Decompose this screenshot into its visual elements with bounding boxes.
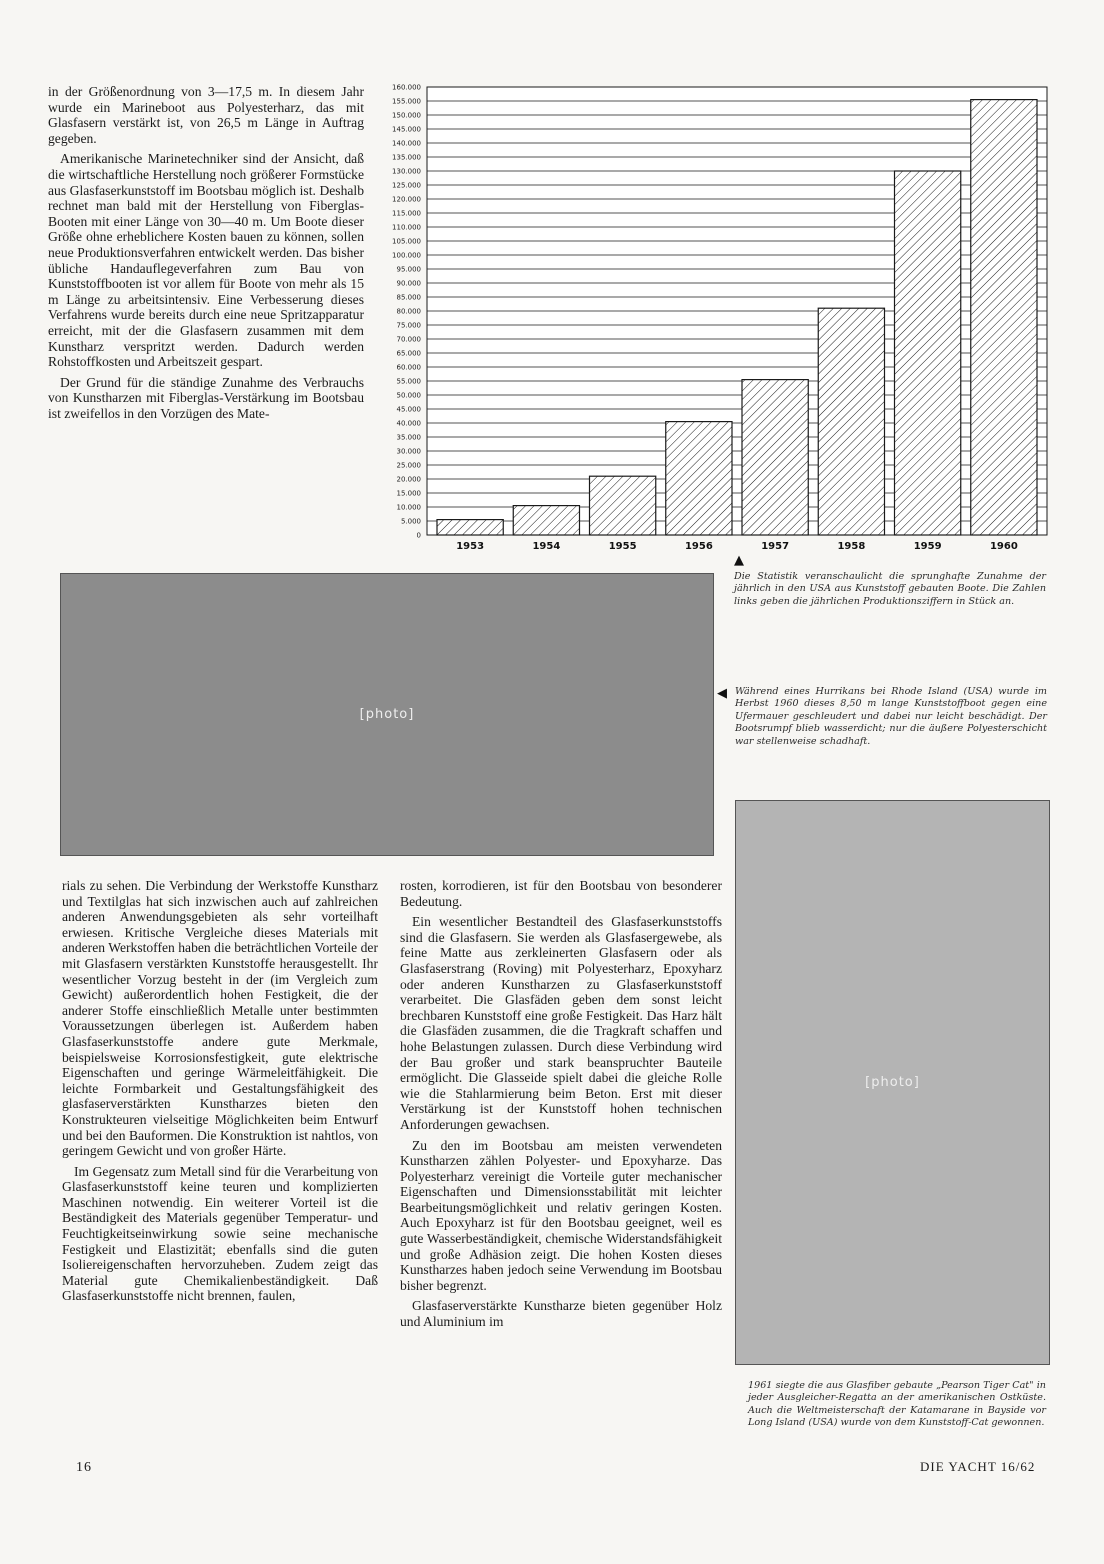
- bar-1956: [666, 422, 732, 535]
- paragraph: Ein wesentlicher Bestandteil des Glasfaserkunststoffs sind die Glasfasern. Sie werden als Glasfasergewebe, als feine Matte aus zerkleinerten Glasfasern oder als Glasfaserstrang (Roving) mit Polyesterharz, Epoxyharz oder anderen Kunstharzen zu Glasfaserkunststoff verarbeitet. Die Glasfäden geben dem sonst leicht brechbaren Kunststoff eine große Festigkeit. Das Harz hält die Glasfäden zusammen, die die Tragkraft schaffen und hohe Belastungen zulassen. Durch diese Verbindung wird der Bau großer und stark beanspruchter Bauteile ermöglicht. Die Glasseide spielt dabei die gleiche Rolle wie die Stahlarmierung beim Beton. Erst mit dieser Verstärkung ist der Kunststoff hohen technischen Anforderungen gewachsen.: [400, 914, 722, 1132]
- y-tick-label: 90.000: [396, 279, 421, 288]
- y-tick-label: 155.000: [392, 97, 421, 106]
- paragraph: Glasfaserverstärkte Kunstharze bieten gegenüber Holz und Aluminium im: [400, 1298, 722, 1330]
- y-tick-label: 0: [416, 531, 421, 540]
- y-tick-label: 100.000: [392, 251, 421, 260]
- y-tick-label: 65.000: [396, 349, 421, 358]
- y-tick-label: 70.000: [396, 335, 421, 344]
- photo-catamaran: [735, 800, 1050, 1365]
- y-tick-label: 160.000: [392, 83, 421, 92]
- y-tick-label: 5.000: [400, 517, 421, 526]
- y-tick-label: 120.000: [392, 195, 421, 204]
- photo-placeholder-label: [photo]: [865, 1075, 920, 1090]
- text-column-left: [62, 878, 378, 1309]
- y-tick-label: 15.000: [396, 489, 421, 498]
- y-tick-label: 130.000: [392, 167, 421, 176]
- y-tick-label: 60.000: [396, 363, 421, 372]
- y-tick-label: 75.000: [396, 321, 421, 330]
- chart-y-axis-ticks: [392, 84, 421, 540]
- x-tick-label: 1955: [608, 541, 637, 552]
- paragraph: rosten, korrodieren, ist für den Bootsbau von besonderer Bedeutung.: [400, 878, 722, 909]
- bar-1954: [513, 506, 579, 535]
- catamaran-caption: 1961 siegte die aus Glasfiber gebaute „Pearson Tiger Cat" in jeder Ausgleicher-Regatta an der amerikanischen Ostküste. Auch die Weltmeisterschaft der Katamarane in Bayside vor Long Island (USA) wurde von dem Kunststoff-Cat gewonnen.: [748, 1380, 1046, 1429]
- y-tick-label: 40.000: [396, 419, 421, 428]
- y-tick-label: 135.000: [392, 153, 421, 162]
- paragraph: rials zu sehen. Die Verbindung der Werkstoffe Kunstharz und Textilglas hat sich inzwischen auch auf zahlreichen anderen Anwendungsgebieten als sehr vorteilhaft erwiesen. Kritische Vergleiche dieses Materials mit anderen Werkstoffen haben die beträchtlichen Vorteile der mit Glasfasern verstärkten Kunststoffe herausgestellt. Ihr wesentlicher Vorzug besteht in der (im Vergleich zum Gewicht) außerordentlich hohen Festigkeit, die der anderer Stoffe einschließlich Metalle unter bestimmten Voraussetzungen überlegen ist. Außerdem haben Glasfaserkunststoffe andere gute Merkmale, beispielsweise Korrosionsfestigkeit, gute elektrische Eigenschaften und geringe Wärmeleitfähigkeit. Die leichte Formbarkeit und Gestaltungsfähigkeit des glasfaserverstärkten Kunstharzes bieten den Konstrukteuren vielseitige Möglichkeiten beim Entwurf und bei den Bauformen. Die Konstruktion ist nahtlos, von geringem Gewicht und von großer Härte.: [62, 878, 378, 1159]
- y-tick-label: 145.000: [392, 125, 421, 134]
- y-tick-label: 10.000: [396, 503, 421, 512]
- page-number: 16: [76, 1460, 92, 1475]
- chart-caption-marker: ▲: [734, 553, 744, 568]
- x-tick-label: 1958: [837, 541, 866, 552]
- paragraph: Amerikanische Marinetechniker sind der Ansicht, daß die wirtschaftliche Herstellung noch größerer Formstücke aus Glasfaserkunststoff im Bootsbau möglich ist. Deshalb rechnet man bald mit der Herstellung von Fiberglas-Booten mit einer Länge von 30—40 m. Um Boote dieser Größe ohne erheblichere Kosten bauen zu können, sollen neue Produktionsverfahren entwickelt werden. Das bisher übliche Handauflegeverfahren zum Bau von Kunststoffbooten ist vor allem für Boote von mehr als 15 m Länge zu arbeitsintensiv. Eine Verbesserung dieses Verfahrens wurde bereits durch eine neue Spritzapparatur erreicht, mit der die Glasfasern zusammen mit dem Kunstharz verspritzt werden. Dadurch werden Rohstoffkosten und Arbeitszeit gespart.: [48, 151, 364, 370]
- x-tick-label: 1956: [684, 541, 713, 552]
- y-tick-label: 110.000: [392, 223, 421, 232]
- x-tick-label: 1953: [456, 541, 485, 552]
- x-tick-label: 1957: [761, 541, 790, 552]
- y-tick-label: 80.000: [396, 307, 421, 316]
- bar-1958: [818, 308, 884, 535]
- bar-1957: [742, 380, 808, 535]
- y-tick-label: 105.000: [392, 237, 421, 246]
- text-column-middle: [400, 878, 722, 1335]
- bar-1960: [971, 100, 1037, 535]
- magazine-issue: DIE YACHT 16/62: [920, 1459, 1036, 1474]
- y-tick-label: 35.000: [396, 433, 421, 442]
- paragraph: Im Gegensatz zum Metall sind für die Verarbeitung von Glasfaserkunststoff keine teuren und komplizierten Maschinen notwendig. Ein weiterer Vorteil ist die Beständigkeit des Materials gegenüber Temperatur- und Feuchtigkeitseinwirkung sowie seine mechanische Festigkeit und Elastizität; ebenfalls sind die guten Isoliereigenschaften hervorzuheben. Zudem zeigt das Material gute Chemikalienbeständigkeit. Daß Glasfaserkunststoffe nicht brennen, faulen,: [62, 1163, 378, 1304]
- boat-caption: Während eines Hurrikans bei Rhode Island (USA) wurde im Herbst 1960 dieses 8,50 m lange Kunststoffboot gegen eine Ufermauer geschleudert und dabei nur leicht beschädigt. Der Bootsrumpf blieb wasserdicht; nur die äußere Polyesterschicht war stellenweise schadhaft.: [735, 686, 1047, 747]
- chart-caption: Die Statistik veranschaulicht die sprunghafte Zunahme der jährlich in den USA aus Kunststoff gebauten Boote. Die Zahlen links geben die jährlichen Produktionsziffern in Stück an.: [734, 571, 1046, 607]
- bar-1959: [895, 171, 961, 535]
- y-tick-label: 95.000: [396, 265, 421, 274]
- paragraph: Zu den im Bootsbau am meisten verwendeten Kunstharzen zählen Polyester- und Epoxyharze. Das Polyesterharz vereinigt die Vorteile guter mechanischer Eigenschaften und Dimensionsstabilität mit leichter Bearbeitungsmöglichkeit und relativ geringen Kosten. Auch Epoxyharz ist für den Bootsbau geeignet, weil es gute Wasserbeständigkeit, chemische Widerstandsfähigkeit und große Adhäsion zeigt. Die hohen Kosten dieses Kunstharzes haben jedoch seine Verwendung im Bootsbau bisher begrenzt.: [400, 1137, 722, 1293]
- y-tick-label: 150.000: [392, 111, 421, 120]
- y-tick-label: 25.000: [396, 461, 421, 470]
- photo-placeholder-label: [photo]: [359, 707, 415, 722]
- y-tick-label: 125.000: [392, 181, 421, 190]
- x-tick-label: 1960: [989, 541, 1018, 552]
- paragraph: Der Grund für die ständige Zunahme des Verbrauchs von Kunstharzen mit Fiberglas-Verstärkung im Bootsbau ist zweifellos in den Vorzügen des Mate-: [48, 374, 364, 421]
- x-tick-label: 1954: [532, 541, 561, 552]
- production-bar-chart: [372, 82, 1062, 562]
- chart-x-axis-ticks: [456, 541, 1018, 552]
- y-tick-label: 115.000: [392, 209, 421, 218]
- y-tick-label: 45.000: [396, 405, 421, 414]
- paragraph: in der Größenordnung von 3—17,5 m. In diesem Jahr wurde ein Marineboot aus Polyesterharz, das mit Glasfasern verstärkt ist, von 26,5 m Länge in Auftrag gegeben.: [48, 84, 364, 146]
- bar-1955: [590, 476, 656, 535]
- photo-damaged-boat: [60, 573, 714, 856]
- bar-1953: [437, 520, 503, 535]
- x-tick-label: 1959: [913, 541, 942, 552]
- y-tick-label: 85.000: [396, 293, 421, 302]
- y-tick-label: 50.000: [396, 391, 421, 400]
- boat-caption-marker: ◀: [717, 686, 727, 701]
- y-tick-label: 140.000: [392, 139, 421, 148]
- y-tick-label: 20.000: [396, 475, 421, 484]
- y-tick-label: 30.000: [396, 447, 421, 456]
- text-column-top: [48, 84, 364, 426]
- y-tick-label: 55.000: [396, 377, 421, 386]
